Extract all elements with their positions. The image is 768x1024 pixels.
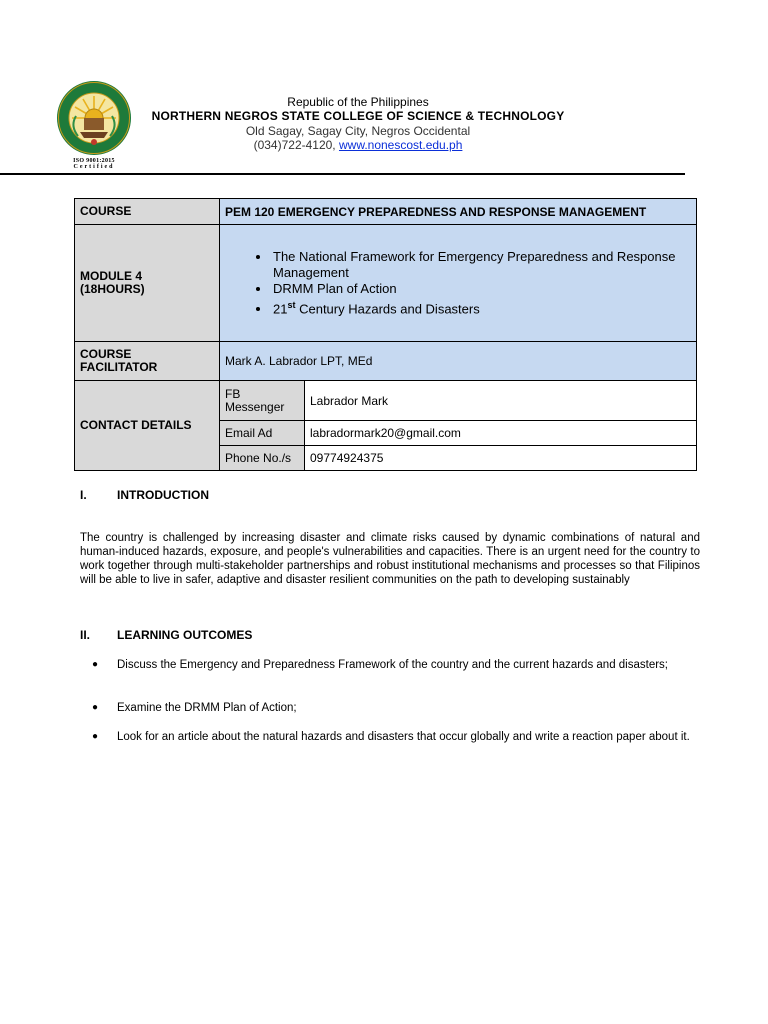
- module-topic-item: • The National Framework for Emergency Preparedness and Response Management: [271, 249, 691, 281]
- section-number: II.: [80, 628, 91, 642]
- outcome-item: [92, 701, 712, 715]
- messenger-value: Labrador Mark: [305, 381, 697, 421]
- messenger-label-line2: Messenger: [225, 399, 285, 414]
- republic-line: Republic of the Philippines: [287, 95, 429, 109]
- iso-text: ISO 9001:2015: [73, 158, 115, 164]
- messenger-label: [220, 381, 305, 421]
- topic-number: 21: [273, 301, 288, 317]
- module-label: [75, 225, 220, 342]
- website-link[interactable]: www.nonescost.edu.ph: [338, 138, 463, 152]
- topic-text: Century Hazards and Disasters: [295, 301, 480, 317]
- contact-label: CONTACT DETAILS: [75, 381, 220, 471]
- certified-text: Certified: [73, 164, 115, 170]
- email-label: Email Ad: [220, 421, 305, 446]
- course-row: [75, 199, 697, 225]
- facilitator-label: [75, 342, 220, 381]
- phone-number: (034)722-4120,: [253, 138, 336, 152]
- module-label-line2: (18HOURS): [80, 282, 145, 296]
- bullet-icon: ●: [92, 659, 99, 670]
- facilitator-label-line1: COURSE: [80, 347, 132, 361]
- facilitator-label-line2: FACILITATOR: [80, 360, 158, 374]
- messenger-label-line1: FB: [225, 386, 241, 401]
- address-line: Old Sagay, Sagay City, Negros Occidental: [245, 124, 471, 138]
- contact-line: [150, 138, 566, 152]
- letterhead: [150, 95, 566, 152]
- header-divider: [0, 173, 685, 175]
- bullet-icon: ●: [92, 731, 99, 742]
- module-row: [75, 225, 697, 342]
- facilitator-value: Mark A. Labrador LPT, MEd: [220, 342, 697, 381]
- topic-ordinal: st: [287, 299, 296, 310]
- outcome-text: Look for an article about the natural hazards and disasters that occur globally and write a reaction paper about it.: [117, 731, 690, 743]
- section-title: LEARNING OUTCOMES: [117, 628, 253, 642]
- course-value: PEM 120 EMERGENCY PREPAREDNESS AND RESPONSE MANAGEMENT: [220, 199, 697, 225]
- outcome-text: Discuss the Emergency and Preparedness Framework of the country and the current hazards and disasters;: [117, 659, 668, 671]
- learning-outcomes-heading: [80, 628, 252, 642]
- section-title: INTRODUCTION: [117, 488, 209, 502]
- module-topic-item: • DRMM Plan of Action: [271, 281, 691, 297]
- course-label: COURSE: [75, 199, 220, 225]
- module-label-line1: MODULE 4: [80, 269, 143, 283]
- college-seal: [56, 80, 132, 170]
- outcome-item: [92, 730, 712, 744]
- introduction-body: The country is challenged by increasing disaster and climate risks caused by dynamic combinations of natural and human-induced hazards, exposure, and people's vulnerabilities and capacities. There is an urgent need for the country to work together through multi-stakeholder partnerships and robust institutional mechanisms and processes so that Filipinos will be able to live in safer, adaptive and disaster resilient communities on the path to developing sustainably: [80, 532, 700, 586]
- phone-value: 09774924375: [305, 446, 697, 471]
- module-topic-item: [271, 297, 691, 317]
- bullet-icon: ●: [92, 702, 99, 713]
- section-number: I.: [80, 488, 87, 502]
- course-info-table: [74, 198, 697, 471]
- contact-row-messenger: [75, 381, 697, 421]
- phone-label: Phone No./s: [220, 446, 305, 471]
- outcome-text: Examine the DRMM Plan of Action;: [117, 702, 297, 714]
- outcome-item: [92, 658, 712, 672]
- college-seal-icon: [56, 80, 132, 156]
- module-topics: [220, 225, 697, 342]
- college-name: NORTHERN NEGROS STATE COLLEGE OF SCIENCE & TECHNOLOGY: [151, 109, 565, 123]
- email-value: labradormark20@gmail.com: [305, 421, 697, 446]
- introduction-heading: [80, 488, 209, 502]
- facilitator-row: [75, 342, 697, 381]
